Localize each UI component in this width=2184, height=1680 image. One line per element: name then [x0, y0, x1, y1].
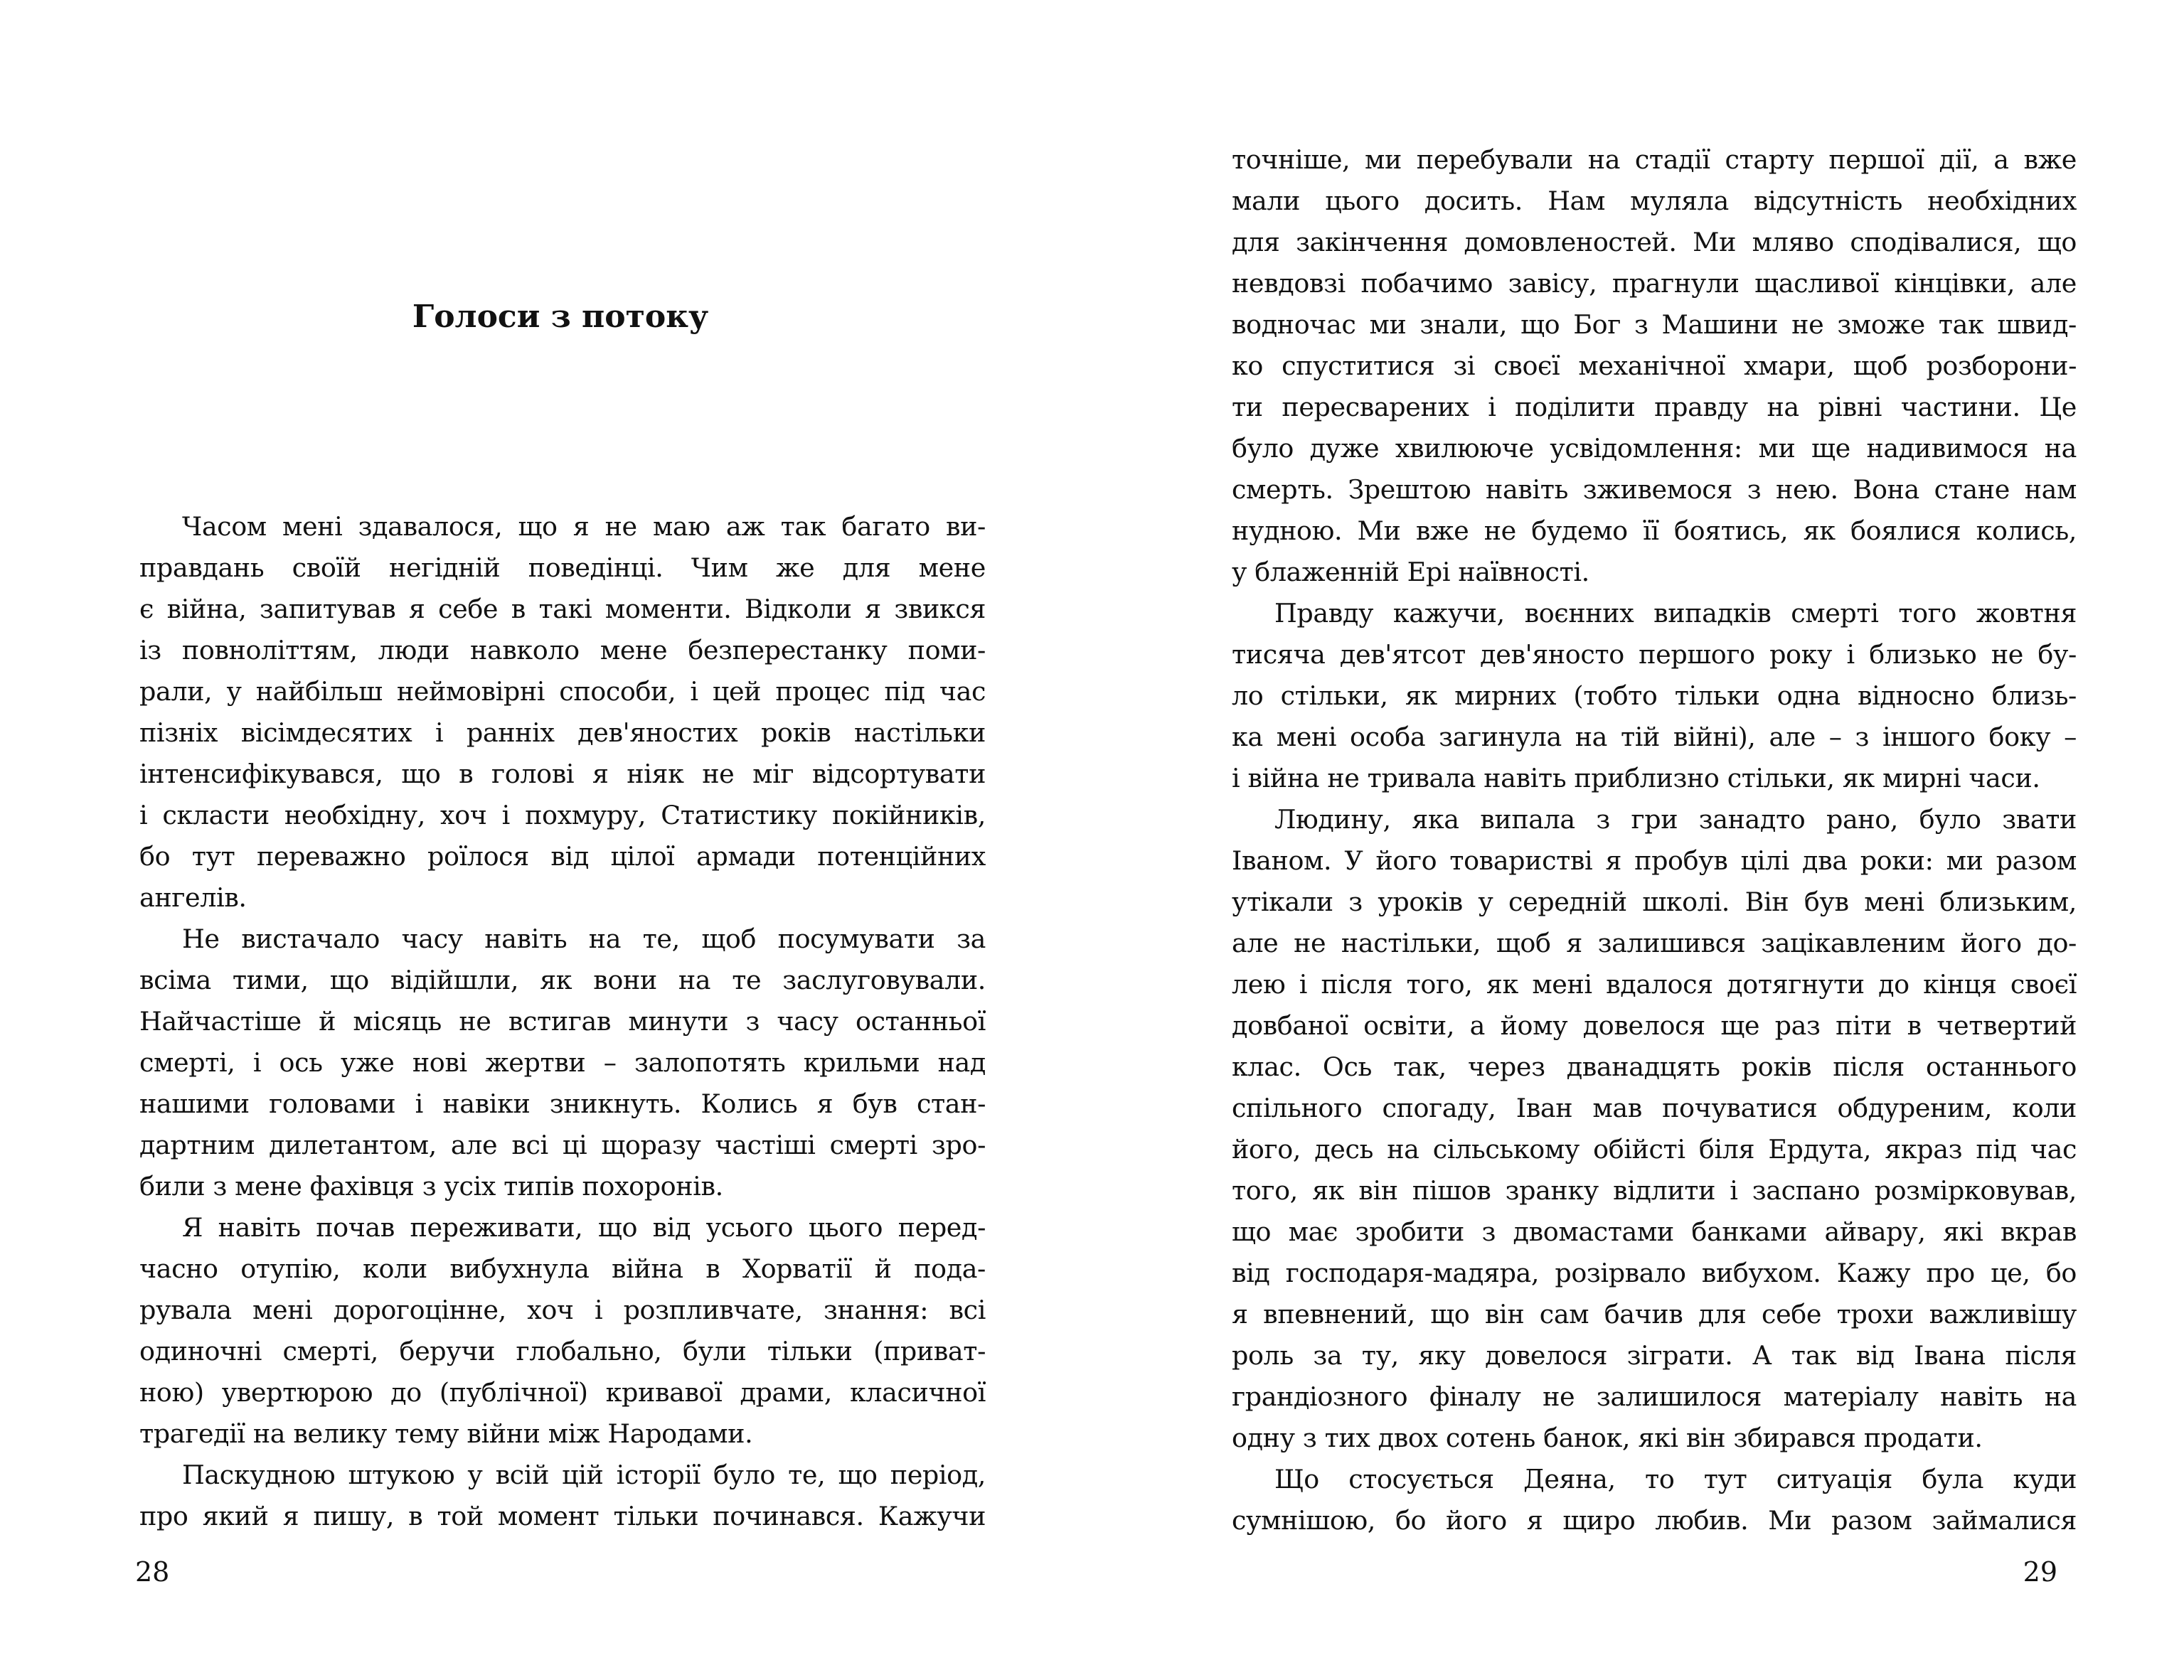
- text-line: трагедії на велику тему війни між Народами.: [139, 1418, 753, 1449]
- text-line: грандіозного фіналу не залишилося матеріалу навіть на: [1232, 1381, 2077, 1412]
- text-line: водночас ми знали, що Бог з Машини не зможе так швид-: [1232, 309, 2077, 340]
- page-number: 28: [135, 1556, 170, 1588]
- text-line: били з мене фахівця з усіх типів похоронів.: [139, 1171, 723, 1202]
- text-line: довбаної освіти, а йому довелося ще раз піти в четвертий: [1232, 1010, 2077, 1041]
- text-line: Паскудною штукою у всій цій історії було те, що період,: [182, 1460, 986, 1490]
- text-line: ти пересварених і поділити правду на рівні частини. Це: [1232, 392, 2077, 422]
- text-line: я впевнений, що він сам бачив для себе трохи важливішу: [1232, 1299, 2077, 1329]
- text-line: Найчастіше й місяць не встигав минути з часу останньої: [139, 1006, 986, 1037]
- text-line: Часом мені здавалося, що я не маю аж так багато ви-: [182, 511, 986, 542]
- text-line: часно отупію, коли вибухнула війна в Хорватії й пода-: [139, 1253, 986, 1284]
- text-line: невдовзі побачимо завісу, прагнули щасливої кінцівки, але: [1232, 268, 2077, 299]
- text-line: інтенсифікувався, що в голові я ніяк не міг відсортувати: [139, 759, 986, 789]
- text-line: дартним дилетантом, але всі ці щоразу частіші смерті зро-: [139, 1130, 986, 1160]
- text-line: одну з тих двох сотень банок, які він збирався продати.: [1232, 1423, 1983, 1453]
- text-line: смерть. Зрештою навіть зживемося з нею. Вона стане нам: [1232, 474, 2077, 505]
- text-line: про який я пишу, в той момент тільки починався. Кажучи: [139, 1501, 986, 1531]
- text-line: клас. Ось так, через дванадцять років після останнього: [1232, 1052, 2077, 1082]
- text-line: того, як він пішов зранку відлити і заспано розмірковував,: [1232, 1175, 2077, 1206]
- text-line: сумнішою, бо його я щиро любив. Ми разом займалися: [1232, 1505, 2077, 1536]
- text-line: нашими головами і навіки зникнуть. Колись я був стан-: [139, 1088, 986, 1119]
- text-line: для закінчення домовленостей. Ми мляво сподівалися, що: [1232, 227, 2077, 257]
- text-line: ко спуститися зі своєї механічної хмари, щоб розборони-: [1232, 351, 2077, 381]
- text-line: і скласти необхідну, хоч і похмуру, Статистику покійників,: [139, 800, 986, 830]
- text-line: нудною. Ми вже не будемо її боятись, як боялися колись,: [1232, 515, 2077, 546]
- text-line: і війна не тривала навіть приблизно стільки, як мирні часи.: [1232, 763, 2040, 793]
- text-line: одиночні смерті, беручи глобально, були тільки (приват-: [139, 1336, 986, 1366]
- text-line: рувала мені дорогоцінне, хоч і розпливчате, знання: всі: [139, 1295, 986, 1325]
- text-line: Що стосується Деяна, то тут ситуація була куди: [1274, 1464, 2077, 1494]
- text-line: є війна, запитував я себе в такі моменти. Відколи я звикся: [139, 594, 986, 624]
- text-line: Я навіть почав переживати, що від усього цього перед-: [182, 1212, 986, 1243]
- text-line: спільного спогаду, Іван мав почуватися обдуреним, коли: [1232, 1093, 2077, 1123]
- text-line: але не настільки, щоб я залишився зацікавленим його до-: [1232, 928, 2077, 958]
- text-line: Не вистачало часу навіть на те, щоб посумувати за: [182, 924, 986, 954]
- text-line: Правду кажучи, воєнних випадків смерті того жовтня: [1274, 598, 2077, 628]
- right-page-text: [1232, 139, 2077, 1541]
- text-line: всіма тими, що відійшли, як вони на те заслуговували.: [139, 965, 986, 995]
- text-line: тисяча дев'ятсот дев'яносто першого року і близько не бу-: [1232, 639, 2077, 670]
- text-line: пізніх вісімдесятих і ранніх дев'яностих років настільки: [139, 717, 986, 748]
- text-line: лею і після того, як мені вдалося дотягнути до кінця своєї: [1232, 969, 2077, 1000]
- text-line: із повноліттям, люди навколо мене безперестанку поми-: [139, 635, 986, 665]
- text-line: у блаженній Ері наївності.: [1232, 557, 1589, 587]
- page-number: 29: [2023, 1556, 2057, 1588]
- text-line: ною) увертюрою до (публічної) кривавої драми, класичної: [139, 1377, 986, 1408]
- text-line: Іваном. У його товаристві я пробув цілі два роки: ми разом: [1232, 845, 2077, 876]
- right-page: [1092, 0, 2184, 1680]
- left-page-text: [139, 506, 986, 1537]
- text-line: від господаря-мадяра, розірвало вибухом. Кажу про це, бо: [1232, 1258, 2077, 1288]
- text-line: ло стільки, як мирних (тобто тільки одна відносно близь-: [1232, 680, 2077, 711]
- text-line: Людину, яка випала з гри занадто рано, було звати: [1274, 804, 2077, 835]
- chapter-title: Голоси з потоку: [412, 299, 709, 335]
- text-line: було дуже хвилююче усвідомлення: ми ще надивимося на: [1232, 433, 2077, 464]
- text-line: рали, у найбільш неймовірні способи, і цей процес під час: [139, 676, 986, 707]
- text-line: утікали з уроків у середній школі. Він був мені близьким,: [1232, 887, 2077, 917]
- text-line: смерті, і ось уже нові жертви – залопотять крильми над: [139, 1047, 986, 1078]
- text-line: його, десь на сільському обійсті біля Ердута, якраз під час: [1232, 1134, 2077, 1165]
- text-line: точніше, ми перебували на стадії старту першої дії, а вже: [1232, 144, 2077, 175]
- text-line: правдань своїй негідній поведінці. Чим же для мене: [139, 552, 986, 583]
- text-line: ангелів.: [139, 882, 247, 913]
- text-line: ка мені особа загинула на тій війні), але – з іншого боку –: [1232, 722, 2077, 752]
- text-line: що має зробити з двомастами банками айвару, які вкрав: [1232, 1216, 2077, 1247]
- text-line: мали цього досить. Нам муляла відсутність необхідних: [1232, 186, 2077, 216]
- text-line: бо тут переважно роїлося від цілої армади потенційних: [139, 841, 986, 872]
- text-line: роль за ту, яку довелося зіграти. А так від Івана після: [1232, 1340, 2077, 1371]
